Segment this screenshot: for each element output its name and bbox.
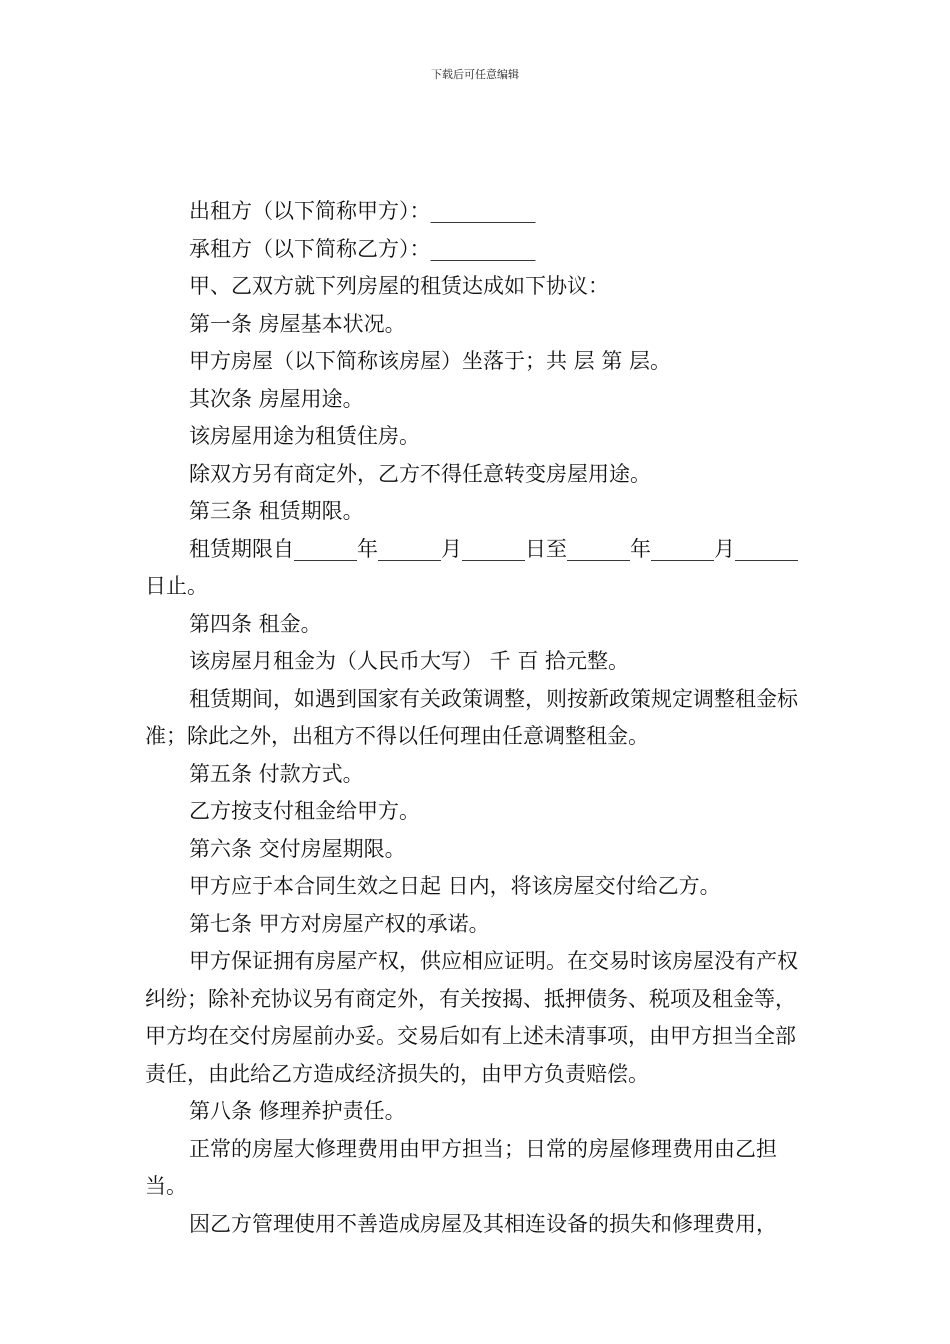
article-8-heading: 第八条 修理养护责任。	[189, 1099, 406, 1123]
article-3-heading: 第三条 租赁期限。	[189, 499, 364, 523]
article-5-heading: 第五条 付款方式。	[189, 761, 364, 786]
article-1-heading: 第一条 房屋基本状况。	[189, 311, 406, 336]
article-3-text: 租赁期限自______年______月______日至______年______月______日止。	[145, 536, 798, 598]
article-6-heading: 第六条 交付房屋期限。	[189, 836, 406, 861]
article-2-heading: 其次条 房屋用途。	[189, 386, 364, 411]
article-1-text: 甲方房屋（以下简称该房屋）坐落于；共 层 第 层。	[189, 349, 672, 373]
article-2-text-1: 该房屋用途为租赁住房。	[189, 424, 420, 448]
page-header-note: 下载后可任意编辑	[431, 68, 519, 81]
article-8-text-1: 正常的房屋大修理费用由甲方担当；日常的房屋修理费用由乙担当。	[145, 1136, 777, 1198]
article-6-text: 甲方应于本合同生效之日起 日内，将该房屋交付给乙方。	[189, 874, 721, 898]
party-b-line: 承租方（以下简称乙方）：__________	[189, 236, 536, 261]
article-4-text-1: 该房屋月租金为（人民币大写） 千 百 拾元整。	[189, 649, 630, 673]
article-4-heading: 第四条 租金。	[189, 611, 322, 636]
party-a-line: 出租方（以下简称甲方）：__________	[189, 199, 536, 223]
article-2-text-2: 除双方另有商定外，乙方不得任意转变房屋用途。	[189, 461, 651, 486]
article-8-text-2: 因乙方管理使用不善造成房屋及其相连设备的损失和修理费用，	[189, 1211, 777, 1236]
article-5-text: 乙方按支付租金给甲方。	[189, 799, 420, 823]
agreement-intro: 甲、乙双方就下列房屋的租赁达成如下协议：	[189, 274, 609, 298]
article-7-heading: 第七条 甲方对房屋产权的承诺。	[189, 911, 490, 936]
article-7-text: 甲方保证拥有房屋产权，供应相应证明。在交易时该房屋没有产权纠纷；除补充协议另有商定外，有关按揭、抵押债务、税项及租金等，甲方均在交付房屋前办妥。交易后如有上述未清事项，由甲方担当全部责任，由此给乙方造成经济损失的，由甲方负责赔偿。	[145, 949, 798, 1086]
contract-body	[145, 193, 810, 1243]
article-4-text-2: 租赁期间，如遇到国家有关政策调整，则按新政策规定调整租金标准；除此之外，出租方不得以任何理由任意调整租金。	[145, 686, 798, 748]
